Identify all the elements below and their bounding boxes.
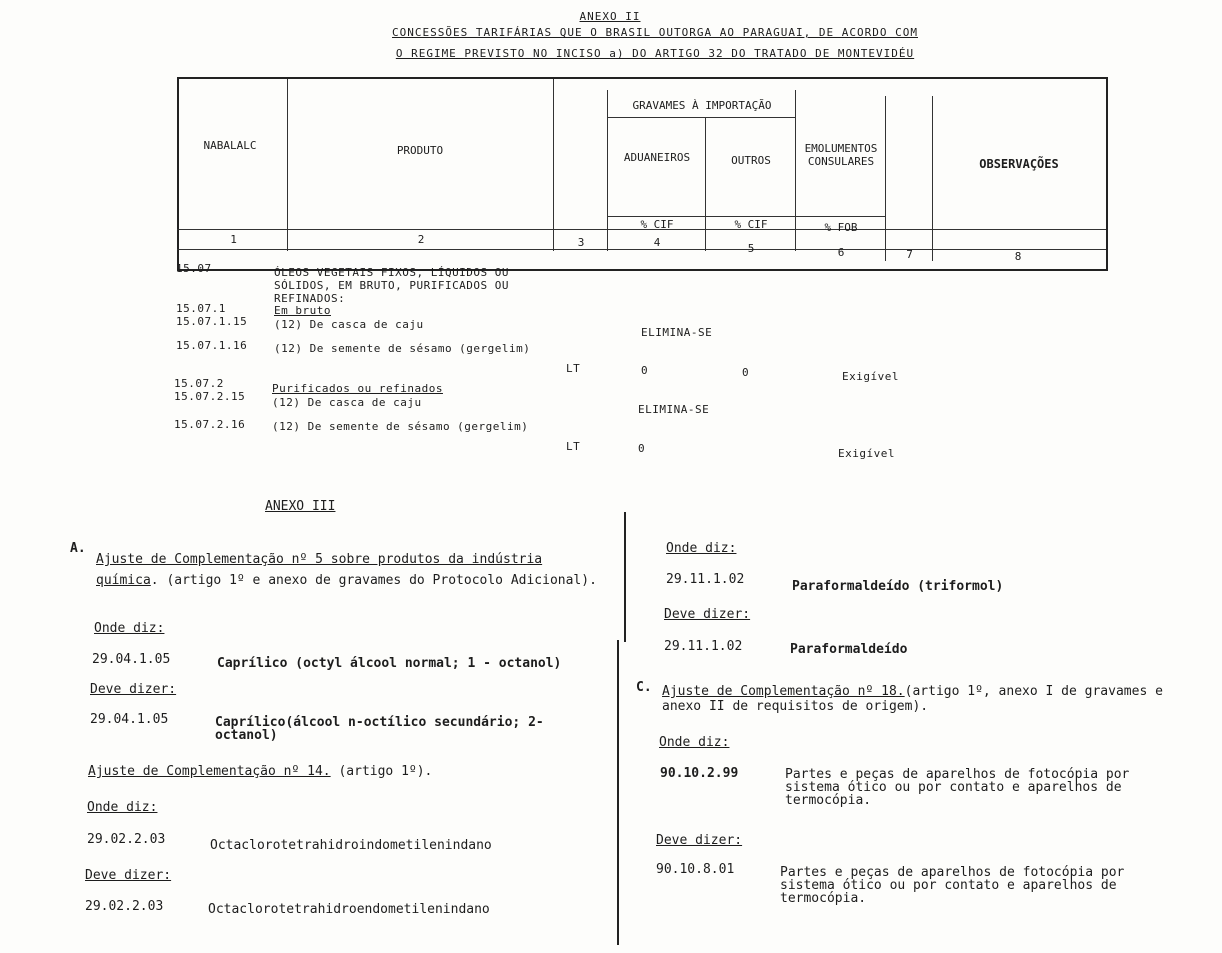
header-aduaneiros: ADUANEIROS [623, 150, 691, 164]
section-b-onde-diz: Onde diz: [87, 800, 158, 815]
section-a-onde-diz: Onde diz: [94, 621, 165, 636]
section-b-text-2: Octaclorotetrahidroendometilenindano [208, 902, 490, 917]
col-divider [705, 117, 706, 251]
section-a-text-1: Caprílico (octyl álcool normal; 1 - octanol) [217, 656, 562, 671]
header-emolumentos: EMOLUMENTOS CONSULARES [804, 142, 878, 168]
section-c-letter: C. [636, 680, 652, 695]
section-c-text-2: Partes e peças de aparelhos de fotocópia por sistema ótico ou por contato e aparelhos de termocópia. [780, 865, 1125, 906]
row-outros: 0 [742, 366, 750, 379]
section-c-text-1: Partes e peças de aparelhos de fotocópia por sistema ótico ou por contato e aparelhos de termocópia. [785, 767, 1130, 808]
anexo-ii-title: ANEXO II [579, 10, 641, 23]
col-divider [553, 79, 554, 251]
row-col3: LT [566, 440, 581, 453]
anexo-iii-title: ANEXO III [265, 499, 336, 514]
section-c-onde-diz: Onde diz: [659, 735, 730, 750]
column-divider [624, 512, 626, 642]
row-code: 15.07 [176, 262, 212, 275]
row-aduaneiros: 0 [638, 442, 646, 455]
row-product: (12) De semente de sésamo (gergelim) [274, 342, 531, 355]
row-col3: LT [566, 362, 581, 375]
row-obs: Exigível [838, 447, 895, 460]
section-a-heading [96, 549, 606, 591]
section-b-code-2: 29.02.2.03 [85, 899, 164, 914]
section-a-heading-title: Ajuste de Complementação nº 5 sobre produtos da indústria química [96, 552, 543, 588]
header-produto: PRODUTO [396, 143, 444, 157]
section-c-heading [662, 684, 1182, 714]
section-a-code-1: 29.04.1.05 [92, 652, 171, 667]
section-c-code-2: 90.10.8.01 [656, 862, 735, 877]
col-number: 2 [417, 232, 425, 246]
section-a-deve-dizer: Deve dizer: [90, 682, 177, 697]
row-product: (12) De casca de caju [274, 318, 424, 331]
right-onde-diz: Onde diz: [666, 541, 737, 556]
row-product: Em bruto [274, 304, 331, 317]
right-text-2: Paraformaldeído [790, 642, 908, 657]
col-divider [607, 90, 608, 251]
col-divider [885, 96, 886, 261]
unit-cif: % CIF [640, 217, 674, 231]
row-product: (12) De casca de caju [272, 396, 422, 409]
section-a-code-2: 29.04.1.05 [90, 712, 169, 727]
row-code: 15.07.1.15 [176, 315, 248, 328]
section-b-heading [88, 764, 432, 779]
col-number: 7 [906, 247, 913, 261]
right-text-1: Paraformaldeído (triformol) [792, 579, 1004, 594]
row-code: 15.07.2.15 [174, 390, 246, 403]
right-code-1: 29.11.1.02 [666, 572, 745, 587]
section-a-heading-rest: . (artigo 1º e anexo de gravames do Protocolo Adicional). [150, 573, 597, 588]
section-b-code-1: 29.02.2.03 [87, 832, 166, 847]
anexo-ii-subtitle-line-2: O REGIME PREVISTO NO INCISO a) DO ARTIGO 32 DO TRATADO DE MONTEVIDÉU [395, 47, 915, 60]
header-nabalalc: NABALALC [203, 138, 257, 152]
unit-cif: % CIF [734, 217, 768, 231]
header-observacoes: OBSERVAÇÕES [979, 157, 1059, 171]
col-divider [287, 79, 288, 251]
row-note: ELIMINA-SE [638, 403, 710, 416]
col-divider [932, 96, 933, 261]
col-number: 3 [577, 235, 585, 249]
row-obs: Exigível [842, 370, 899, 383]
section-c-heading-rest: (artigo 1º, anexo I de gravames e anexo II de requisitos de origem). [662, 684, 1163, 714]
col-number: 8 [1014, 249, 1022, 263]
col-number: 4 [653, 235, 661, 249]
section-b-heading-title: Ajuste de Complementação nº 14. [88, 764, 331, 779]
header-gravames: GRAVAMES À IMPORTAÇÃO [632, 98, 772, 112]
section-c-code-1: 90.10.2.99 [660, 766, 739, 781]
row-product: ÓLEOS VEGETAIS FIXOS, LÍQUIDOS OU SÓLIDOS, EM BRUTO, PURIFICADOS OU REFINADOS: [274, 266, 510, 305]
row-code: 15.07.1.16 [176, 339, 248, 352]
row-product: Purificados ou refinados [272, 382, 443, 395]
section-a-letter: A. [70, 541, 86, 556]
row-code: 15.07.1 [176, 302, 226, 315]
row-code: 15.07.2.16 [174, 418, 246, 431]
row-code: 15.07.2 [174, 377, 224, 390]
section-c-deve-dizer: Deve dizer: [656, 833, 743, 848]
col-number: 6 [837, 245, 845, 259]
row-divider [607, 117, 795, 118]
header-outros: OUTROS [731, 153, 771, 167]
row-product: (12) De semente de sésamo (gergelim) [272, 420, 529, 433]
row-aduaneiros: 0 [641, 364, 649, 377]
col-number: 1 [230, 232, 237, 246]
column-divider [617, 640, 619, 945]
right-deve-dizer: Deve dizer: [664, 607, 751, 622]
col-number: 5 [747, 241, 755, 255]
section-b-heading-rest: (artigo 1º). [338, 764, 433, 779]
section-a-text-2: Caprílico(álcool n-octílico secundário; 2-octanol) [215, 715, 544, 743]
section-b-deve-dizer: Deve dizer: [85, 868, 172, 883]
anexo-ii-subtitle-line-1: CONCESSÕES TARIFÁRIAS QUE O BRASIL OUTORGA AO PARAGUAI, DE ACORDO COM [392, 26, 918, 39]
right-code-2: 29.11.1.02 [664, 639, 743, 654]
section-b-text-1: Octaclorotetrahidroindometilenindano [210, 838, 492, 853]
unit-fob: % FOB [824, 220, 858, 234]
row-note: ELIMINA-SE [641, 326, 713, 339]
section-c-heading-title: Ajuste de Complementação nº 18. [662, 684, 905, 699]
col-divider [795, 90, 796, 251]
